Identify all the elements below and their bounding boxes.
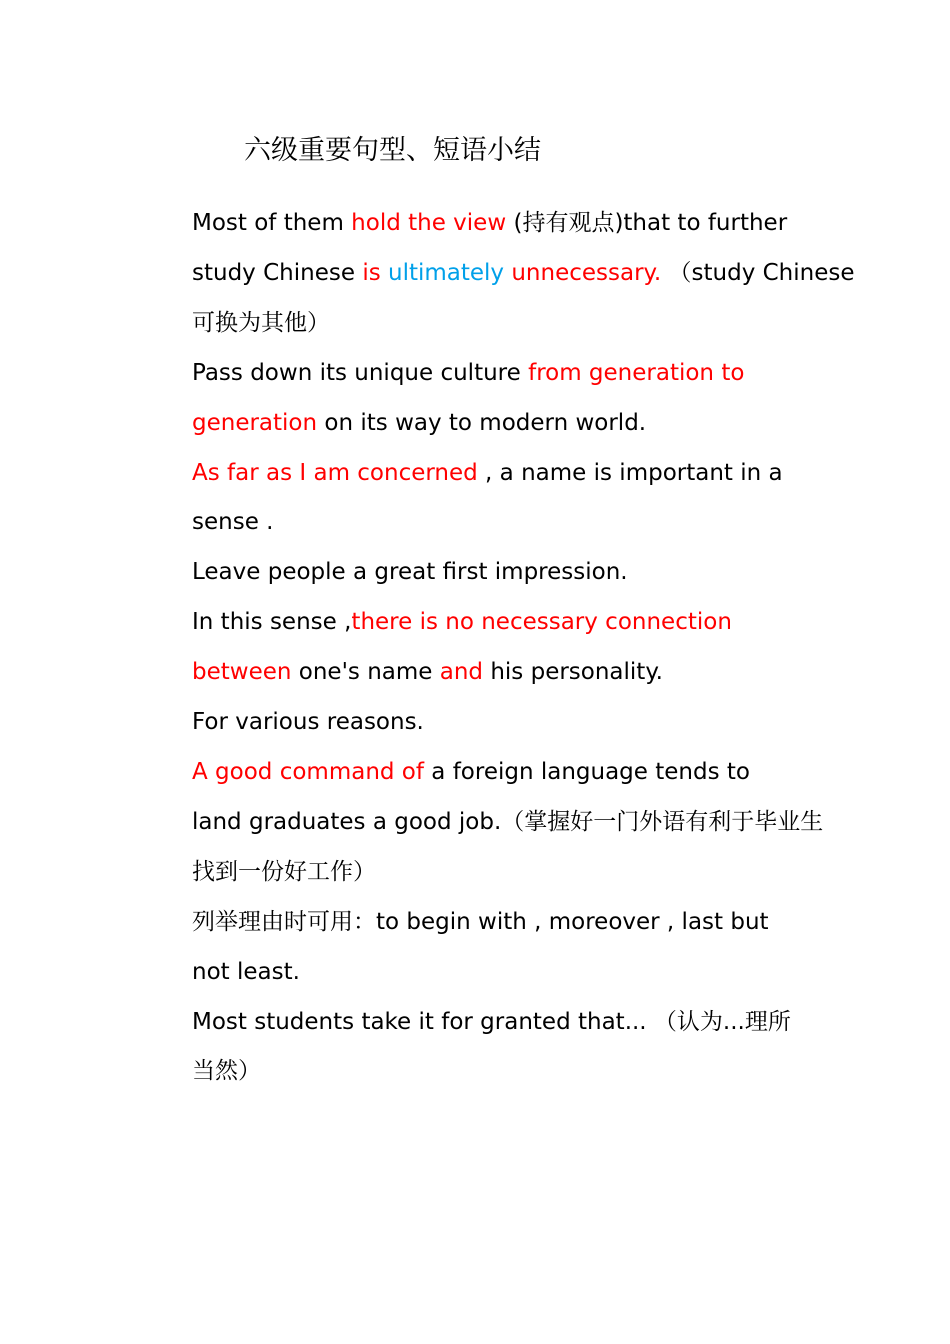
paragraph xyxy=(144,449,804,549)
paragraph xyxy=(144,548,804,598)
text-line xyxy=(144,748,804,798)
text-line xyxy=(144,598,804,648)
page-title: 六级重要句型、短语小结 xyxy=(244,135,541,166)
text-line xyxy=(144,349,804,399)
highlighted-phrase: is xyxy=(362,259,388,286)
text-line xyxy=(144,648,804,698)
text-line xyxy=(144,399,804,449)
text-line xyxy=(144,299,804,349)
highlighted-phrase: there is no necessary connection xyxy=(351,609,732,636)
text-segment: Leave people a great first impression. xyxy=(192,559,628,586)
text-segment: 当然） xyxy=(192,1058,261,1085)
paragraph xyxy=(144,998,804,1098)
paragraph xyxy=(144,598,804,698)
text-line xyxy=(144,498,804,548)
text-segment: In this sense , xyxy=(192,609,352,636)
paragraph xyxy=(144,349,804,449)
text-segment: one's name xyxy=(291,659,440,686)
text-line xyxy=(144,698,804,748)
highlighted-phrase: ultimately xyxy=(388,259,505,286)
highlighted-phrase: and xyxy=(439,659,484,686)
text-segment: sense . xyxy=(192,509,274,536)
text-line xyxy=(144,798,824,848)
text-segment: For various reasons. xyxy=(192,709,424,736)
text-line xyxy=(144,1047,804,1097)
text-segment: not least. xyxy=(192,958,300,985)
text-segment: （study Chinese xyxy=(661,259,855,286)
text-line xyxy=(144,548,804,598)
highlighted-phrase: between xyxy=(192,659,292,686)
highlighted-phrase: from generation to xyxy=(528,359,745,386)
text-segment: , a name is important in a xyxy=(477,459,783,486)
document-body xyxy=(144,199,855,1097)
text-segment: his personality. xyxy=(483,659,663,686)
text-segment: Most students take it for granted that... （认为...理所 xyxy=(192,1008,791,1035)
highlighted-phrase: unnecessary. xyxy=(504,259,662,286)
text-segment: 可换为其他） xyxy=(192,309,330,336)
text-line xyxy=(144,199,804,249)
text-segment: on its way to modern world. xyxy=(317,409,647,436)
text-line xyxy=(144,249,855,299)
text-segment: Most of them xyxy=(192,210,352,236)
text-line xyxy=(144,848,804,898)
text-segment: study Chinese xyxy=(192,259,363,286)
paragraph xyxy=(144,698,804,748)
paragraph xyxy=(144,898,804,998)
text-line xyxy=(144,449,804,499)
highlighted-phrase: A good command of xyxy=(192,758,424,785)
text-line xyxy=(144,898,804,948)
text-segment: land graduates a good job.（掌握好一门外语有利于毕业生 xyxy=(192,808,824,835)
highlighted-phrase: As far as I am concerned xyxy=(192,459,478,486)
text-segment: (持有观点)that to further xyxy=(506,210,788,236)
text-line xyxy=(144,948,804,998)
paragraph xyxy=(144,199,855,349)
paragraph xyxy=(144,748,824,898)
text-line xyxy=(144,998,804,1048)
text-segment: Pass down its unique culture xyxy=(192,359,529,386)
highlighted-phrase: generation xyxy=(192,409,318,436)
text-segment: 找到一份好工作） xyxy=(192,858,376,885)
text-segment: 列举理由时可用：to begin with , moreover , last but xyxy=(192,908,769,935)
highlighted-phrase: hold the view xyxy=(351,210,507,236)
text-segment: a foreign language tends to xyxy=(423,758,750,785)
